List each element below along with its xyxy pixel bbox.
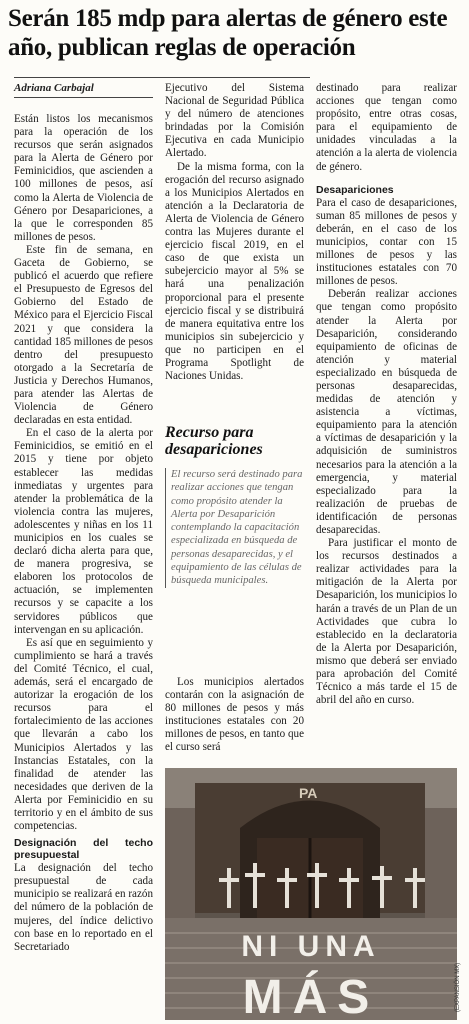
- column-2: [165, 82, 304, 383]
- photo-credit: (EXPANSIÓN MX): [455, 962, 461, 1012]
- subhead-techo: Designación del techo presupuestal: [14, 837, 153, 862]
- paragraph: destinado para realizar acciones que tengan como propósito, entre otras cosas, para el equipamiento de unidades vinculadas a la atención a la alerta de violencia de género.: [316, 82, 457, 173]
- paragraph: Para el caso de desapariciones, suman 85 millones de pesos y deberán, en el caso de los municipios, contar con 15 millones de pesos y las instituciones estatales con 70 millones de pesos.: [316, 196, 457, 288]
- paragraph: En el caso de la alerta por Feminicidios, se emitió en el 2015 y tiene por objeto establecer las medidas inmediatas y urgentes para atender la problemática de la violencia contra las mujeres, adolescentes y niñas en los 11 municipios en los cuales se declaró dicha alerta para que, de manera progresiva, se elaboren los protocolos de actuación, se implementen recursos y se capacite a los servidores públicos que intervengan en su aplicación.: [14, 427, 153, 636]
- photo-steps-line-1: NI UNA: [241, 930, 381, 963]
- paragraph: Los municipios alertados contarán con la asignación de 80 millones de pesos y más instituciones estatales con 20 millones de pesos, en tanto que el curso será: [165, 676, 304, 754]
- pull-quote-title: Recurso para desapariciones: [165, 424, 263, 458]
- byline-rule: [14, 97, 153, 98]
- photo-sign-text: PA: [299, 785, 318, 801]
- headline: Serán 185 mdp para alertas de género este año, publican reglas de operación: [8, 5, 448, 61]
- headline-rule: [14, 77, 310, 78]
- paragraph: Están listos los mecanismos para la operación de los recursos que serán asignados para la Alerta de Género por Feminicidios, que ascienden a 100 millones de pesos, así como la Alerta de Violencia de Género por Desapariciones, a la que le corresponden 85 millones de pesos.: [14, 113, 153, 243]
- paragraph: La designación del techo presupuestal de cada municipio se realizará en razón del número de la población de mujeres, del índice delictivo con base en lo reportado en el Secretariado: [14, 862, 153, 953]
- paragraph: Deberán realizar acciones que tengan como propósito atender la Alerta por Desaparición, considerando equipamiento de oficinas de atención y material especializado en búsqueda de personas desaparecidas, medidas de atención y asistencia a víctimas, equipamiento para la atención a víctimas de desaparición y la adquisición de suministros necesarios para la atención a la emergencia, y material especializado para la realización de pruebas de identificación de personas desaparecidas.: [316, 288, 457, 536]
- paragraph: Es así que en seguimiento y cumplimiento se hará a través del Comité Técnico, el cual, además, será el encargado de autorizar la erogación de los recursos para el fortalecimiento de las acciones que llevarán a cabo los Municipios Alertados y las Instancias Estatales, con la finalidad de atender las necesidades que deriven de la Alerta por Feminicidio en su territorio y en el ámbito de sus competencias.: [14, 636, 153, 833]
- protest-photo: [165, 768, 457, 1020]
- pull-quote: [165, 424, 304, 588]
- subhead-desapariciones: Desapariciones: [316, 183, 394, 196]
- pull-quote-text: El recurso será destinado para realizar acciones que tengan como propósito atender la Alerta por Desaparición contemplando la capacitación especializada en búsqueda de personas desaparecidas, y el equipamiento de las células de búsqueda municipales.: [165, 468, 304, 588]
- byline: Adriana Carbajal: [14, 82, 94, 94]
- paragraph: Ejecutivo del Sistema Nacional de Seguridad Pública y del número de atenciones brindadas por la Comisión Ejecutiva en cada Municipio Alertado.: [165, 82, 304, 160]
- paragraph: De la misma forma, con la erogación del recurso asignado a los Municipios Alertados en atención a la Declaratoria de Alerta de Violencia de Género contra las Mujeres durante el ejercicio fiscal 2019, en el caso de que exista un subejercicio mayor al 5% se hará una penalización proporcional para el presente ejercicio fiscal y se distribuirá de manera equitativa entre los municipios sin subejercicio y que no participen en el Programa Spotlight de Naciones Unidas.: [165, 160, 304, 383]
- photo-steps-line-2: MÁS: [242, 971, 380, 1020]
- column-3: [316, 82, 457, 707]
- paragraph: Para justificar el monto de los recursos destinados a realizar actividades para la mitigación de la Alerta por Desaparición, los municipios lo harán a través de un Plan de un Actividades que cubra lo establecido en la declaratoria de la Alerta por Desaparición, mismo que deberá ser enviado para aprobación del Comité Técnico a más tarde el 15 de abril del año en curso.: [316, 537, 457, 707]
- paragraph: Este fin de semana, en Gaceta de Gobierno, se publicó el acuerdo que refiere el Presupuesto de Egresos del Gobierno del Estado de México para el Ejercicio Fiscal 2021 y que considera la cantidad 185 millones de pesos dentro del presupuesto otorgado a la Secretaría de Justicia y Derechos Humanos, para atender las Alertas de Violencia de Género declaradas en esta entidad.: [14, 243, 153, 427]
- column-1: [14, 113, 153, 954]
- column-2-end: [165, 676, 304, 755]
